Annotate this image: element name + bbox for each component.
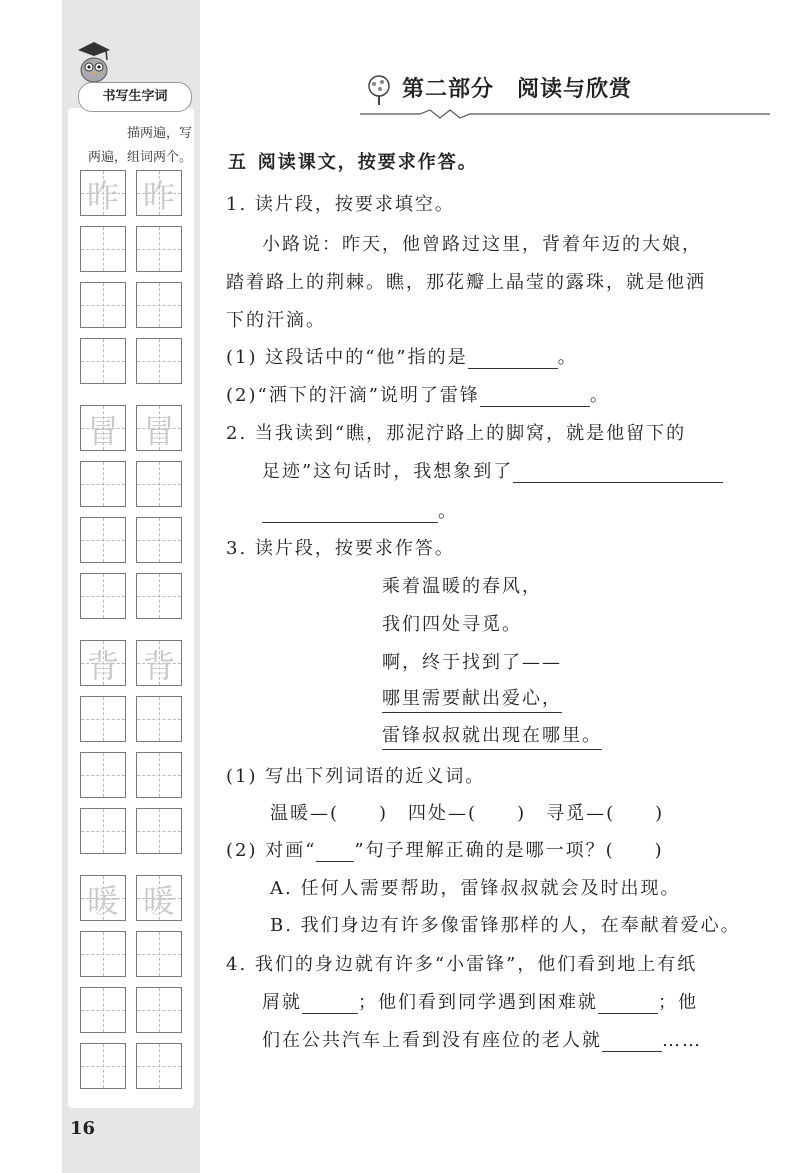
question-3-title: 3. 读片段，按要求作答。 xyxy=(226,538,455,559)
writing-cell[interactable] xyxy=(80,517,126,563)
header-underline xyxy=(360,108,770,120)
writing-cell[interactable] xyxy=(136,573,182,619)
trace-cell xyxy=(80,640,126,686)
underline-sample xyxy=(316,847,354,862)
trace-character: 冒 xyxy=(86,412,119,450)
question-text: (2)“洒下的汗滴”说明了雷锋 xyxy=(226,385,480,406)
writing-cell[interactable] xyxy=(80,226,126,272)
writing-cell[interactable] xyxy=(136,282,182,328)
writing-cell[interactable] xyxy=(136,338,182,384)
writing-cell[interactable] xyxy=(136,931,182,977)
strip-instruction xyxy=(72,122,192,170)
answer-blank[interactable] xyxy=(480,388,590,407)
question-1-sub-1 xyxy=(226,343,578,369)
writing-cell[interactable] xyxy=(136,517,182,563)
question-text: ；他 xyxy=(658,992,698,1013)
writing-cell[interactable] xyxy=(136,461,182,507)
writing-cell[interactable] xyxy=(80,752,126,798)
writing-cell[interactable] xyxy=(80,808,126,854)
part-title: 第二部分 阅读与欣赏 xyxy=(402,77,633,102)
answer-blank[interactable] xyxy=(513,464,723,483)
trace-cell xyxy=(80,875,126,921)
writing-cell[interactable] xyxy=(80,696,126,742)
question-2-line: 2. 当我读到“瞧，那泥泞路上的脚窝，就是他留下的 xyxy=(226,423,687,444)
question-text: (2) 对画“ xyxy=(226,840,317,861)
option-a[interactable]: A. 任何人需要帮助，雷锋叔叔就会及时出现。 xyxy=(270,878,681,899)
passage-line: 下的汗滴。 xyxy=(226,310,326,331)
writing-cell[interactable] xyxy=(80,931,126,977)
question-text: 们在公共汽车上看到没有座位的老人就 xyxy=(262,1030,602,1051)
trace-character: 背 xyxy=(86,647,119,685)
poem-line: 啊，终于找到了—— xyxy=(382,652,562,673)
writing-cell[interactable] xyxy=(80,461,126,507)
question-text: (1) 这段话中的“他”指的是 xyxy=(226,347,468,368)
answer-blank[interactable] xyxy=(602,1033,662,1052)
answer-blank[interactable] xyxy=(262,504,438,523)
question-text: 足迹”这句话时，我想象到了 xyxy=(262,461,514,482)
question-4-line xyxy=(262,988,698,1014)
section-title: 阅读课文，按要求作答。 xyxy=(257,152,478,173)
writing-cell[interactable] xyxy=(136,808,182,854)
answer-blank[interactable] xyxy=(302,995,358,1014)
writing-cell[interactable] xyxy=(136,752,182,798)
question-text: 屑就 xyxy=(262,992,302,1013)
question-text: ”句子理解正确的是哪一项？( ) xyxy=(354,840,664,861)
punctuation: 。 xyxy=(589,385,610,406)
strip-label: 书写生字词 xyxy=(78,82,192,112)
question-3-sub-2 xyxy=(226,836,664,862)
trace-character: 冒 xyxy=(142,412,175,450)
question-text: ；他们看到同学遇到困难就 xyxy=(358,992,598,1013)
poem-line-underlined: 雷锋叔叔就出现在哪里。 xyxy=(382,721,602,750)
question-4-line: 4. 我们的身边就有许多“小雷锋”，他们看到地上有纸 xyxy=(226,954,698,975)
trace-character: 暖 xyxy=(86,882,119,920)
trace-character: 昨 xyxy=(142,177,175,215)
writing-cell[interactable] xyxy=(136,1043,182,1089)
writing-cell[interactable] xyxy=(136,226,182,272)
trace-cell xyxy=(136,640,182,686)
trace-cell xyxy=(136,170,182,216)
poem-line-underlined: 哪里需要献出爱心， xyxy=(382,684,562,713)
section-heading xyxy=(226,148,478,174)
punctuation: 。 xyxy=(438,501,458,522)
owl-mascot-icon xyxy=(74,40,114,84)
poem-line: 我们四处寻觅。 xyxy=(382,614,522,635)
poem-line: 乘着温暖的春风， xyxy=(382,576,542,597)
question-4-line xyxy=(262,1026,702,1052)
passage-line: 踏着路上的荆棘。瞧，那花瓣上晶莹的露珠，就是他洒 xyxy=(226,272,706,293)
writing-cell[interactable] xyxy=(80,282,126,328)
writing-cell[interactable] xyxy=(136,696,182,742)
ellipsis: …… xyxy=(662,1030,702,1051)
trace-cell xyxy=(136,875,182,921)
question-2-line xyxy=(262,497,458,523)
writing-cell[interactable] xyxy=(80,573,126,619)
trace-character: 昨 xyxy=(86,177,119,215)
answer-blank[interactable] xyxy=(598,995,658,1014)
question-1-title: 1. 读片段，按要求填空。 xyxy=(226,194,455,215)
writing-cell[interactable] xyxy=(136,987,182,1033)
strip-instruction-line: 两遍，组词两个。 xyxy=(87,150,192,165)
synonym-prompts: 温暖—( ) 四处—( ) 寻觅—( ) xyxy=(270,803,665,824)
trace-cell xyxy=(80,170,126,216)
section-badge: 五 xyxy=(228,152,248,173)
punctuation: 。 xyxy=(557,347,578,368)
writing-cell[interactable] xyxy=(80,987,126,1033)
trace-cell xyxy=(80,405,126,451)
trace-character: 暖 xyxy=(142,882,175,920)
trace-character: 背 xyxy=(142,647,175,685)
question-3-sub-1: (1) 写出下列词语的近义词。 xyxy=(226,766,486,787)
strip-instruction-line: 描两遍，写 xyxy=(126,126,192,141)
option-b[interactable]: B. 我们身边有许多像雷锋那样的人，在奉献着爱心。 xyxy=(270,915,741,936)
question-1-sub-2 xyxy=(226,381,610,407)
trace-cell xyxy=(136,405,182,451)
tree-icon xyxy=(364,74,394,106)
answer-blank[interactable] xyxy=(468,350,558,369)
writing-cell[interactable] xyxy=(80,338,126,384)
page-number: 16 xyxy=(70,1118,96,1139)
question-2-line xyxy=(262,457,723,483)
passage-line: 小路说：昨天，他曾路过这里，背着年迈的大娘， xyxy=(262,234,702,255)
writing-cell[interactable] xyxy=(80,1043,126,1089)
